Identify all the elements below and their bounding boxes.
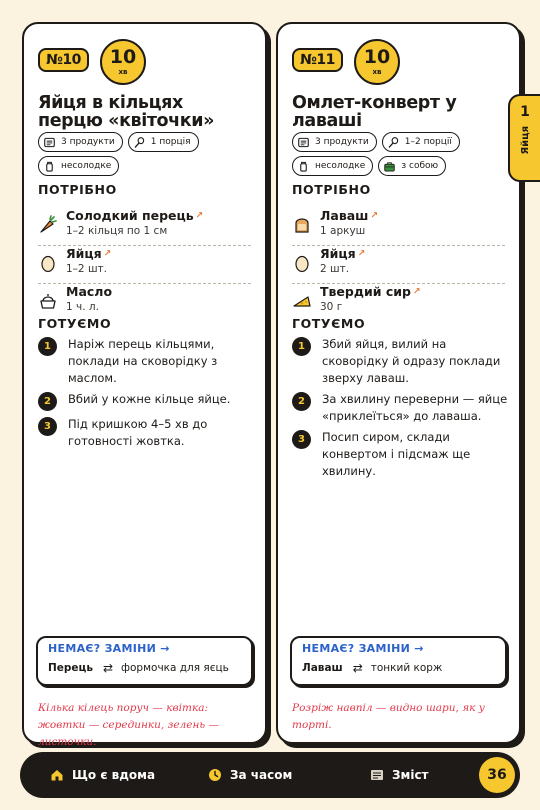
ingredient-name-text: Яйця: [320, 246, 356, 261]
list-icon: [298, 137, 309, 148]
ingredient-name-text: Яйця: [66, 246, 102, 261]
tag-row: [38, 132, 259, 152]
recipe-number-badge: №11: [292, 48, 343, 72]
ingredient-name[interactable]: [66, 208, 203, 223]
tag-label: 1–2 порції: [404, 137, 452, 147]
lunchbox-icon: [384, 161, 395, 172]
page-number: 36: [479, 757, 515, 793]
ingredient-name[interactable]: [320, 208, 378, 223]
recipe-title-line: Омлет-конверт у: [292, 93, 457, 113]
ingredient-row[interactable]: [292, 208, 505, 246]
substitution-box[interactable]: [290, 636, 507, 686]
egg-icon: [38, 253, 58, 273]
bottom-nav: [20, 752, 520, 798]
recipe-title: [292, 94, 511, 130]
ingredient-amount: 2 шт.: [320, 263, 350, 275]
tag-savory: [38, 156, 119, 176]
spoon-icon: [134, 137, 145, 148]
ingredient-name[interactable]: [66, 246, 111, 261]
recipe-title-line: перцю «квіточки»: [38, 111, 215, 131]
tag-label: 1 порція: [150, 137, 191, 147]
section-title-need: ПОТРІБНО: [38, 182, 117, 197]
ingredient-name[interactable]: [320, 246, 365, 261]
step-text: Наріж перець кільцями, поклади на сковорідку з маслом.: [68, 337, 218, 385]
time-value: 10: [109, 46, 137, 68]
recipe-title-line: Яйця в кільцях: [38, 93, 183, 113]
ingredient-row[interactable]: [292, 246, 505, 284]
clock-icon: [208, 768, 222, 782]
handwritten-note: Кілька кілець поруч — квітка: жовтки — серединки, зелень — листочки.: [38, 702, 219, 748]
ingredient-name: Масло: [66, 284, 113, 299]
spoon-icon: [388, 137, 399, 148]
step-item: [292, 336, 509, 387]
ingredient-amount: 1–2 кільця по 1 см: [66, 225, 168, 237]
carrot-icon: [38, 215, 58, 235]
nav-contents-label: Зміст: [392, 768, 429, 782]
step-item: [292, 391, 509, 425]
step-number: 1: [38, 337, 57, 356]
tag-label: несолодке: [315, 161, 366, 171]
egg-icon: [292, 253, 312, 273]
nav-home-label: Що є вдома: [72, 768, 156, 782]
substitution-to: формочка для яєць: [121, 662, 229, 674]
link-arrow-icon: ↗: [103, 249, 112, 259]
step-text: За хвилину переверни — яйце «приклеїться» до лаваша.: [322, 392, 508, 423]
recipe-card-10: [22, 22, 267, 748]
step-number: 1: [292, 337, 311, 356]
shaker-icon: [298, 161, 309, 172]
tag-row: [292, 156, 513, 176]
tag-row: [292, 132, 513, 152]
recipe-card-11: [276, 22, 521, 744]
step-text: Посип сиром, склади конвертом і підсмаж ще хвилину.: [322, 430, 471, 478]
chapter-tab[interactable]: [508, 94, 540, 182]
link-arrow-icon: ↗: [412, 287, 421, 297]
substitution-box[interactable]: [36, 636, 253, 686]
substitution-title[interactable]: НЕМАЄ? ЗАМІНИ →: [48, 642, 170, 655]
substitution-to: тонкий корж: [370, 662, 443, 674]
tag-label: 3 продукти: [61, 137, 115, 147]
ingredient-name-text: Твердий сир: [320, 284, 411, 299]
ingredient-name-text: Лаваш: [320, 208, 369, 223]
nav-by-time[interactable]: [208, 752, 292, 798]
section-title-cook: ГОТУЄМО: [292, 316, 366, 331]
section-title-cook: ГОТУЄМО: [38, 316, 112, 331]
list-icon: [44, 137, 55, 148]
link-arrow-icon: ↗: [357, 249, 366, 259]
step-item: [292, 429, 509, 480]
step-text: Вбий у кожне кільце яйце.: [68, 392, 231, 406]
time-badge: [354, 39, 400, 85]
handwritten-note: Розріж навпіл — видно шари, як у торті.: [292, 702, 485, 731]
time-unit: хв: [118, 68, 128, 76]
substitution-from: Перець: [48, 662, 93, 674]
recipe-title: [38, 94, 257, 130]
link-arrow-icon: ↗: [370, 211, 378, 221]
ingredient-row[interactable]: [38, 208, 251, 246]
ingredient-amount: 1 ч. л.: [66, 301, 99, 313]
ingredient-name-text: Солодкий перець: [66, 208, 194, 223]
ingredient-amount: 1 аркуш: [320, 225, 366, 237]
nav-home[interactable]: [50, 752, 155, 798]
tag-savory: [292, 156, 373, 176]
tag-portions: [382, 132, 460, 152]
substitution-row: [48, 661, 241, 675]
shaker-icon: [44, 161, 55, 172]
chapter-number: 1: [520, 104, 530, 120]
step-number: 3: [292, 430, 311, 449]
tag-products: [38, 132, 123, 152]
step-text: Збий яйця, вилий на сковорідку й одразу поклади зверху лаваш.: [322, 337, 501, 385]
ingredient-name[interactable]: [320, 284, 421, 299]
butter-icon: [38, 291, 58, 311]
step-text: Під кришкою 4–5 хв до готовності жовтка.: [68, 417, 208, 448]
step-number: 2: [292, 392, 311, 411]
cheese-icon: [292, 291, 312, 311]
nav-by-time-label: За часом: [230, 768, 293, 782]
swap-icon: ⇄: [352, 661, 363, 675]
link-arrow-icon: ↗: [195, 211, 204, 221]
tag-label: з собою: [401, 161, 439, 171]
time-unit: хв: [372, 68, 382, 76]
tag-label: 3 продукти: [315, 137, 369, 147]
tag-label: несолодке: [61, 161, 112, 171]
tag-row: [38, 156, 259, 176]
tag-products: [292, 132, 377, 152]
chapter-label: Яйця: [519, 126, 531, 155]
substitution-from: Лаваш: [302, 662, 343, 674]
time-value: 10: [363, 46, 391, 68]
nav-contents[interactable]: [370, 752, 429, 798]
step-item: [38, 336, 255, 387]
recipe-number-badge: №10: [38, 48, 89, 72]
home-icon: [50, 768, 64, 782]
substitution-title[interactable]: НЕМАЄ? ЗАМІНИ →: [302, 642, 424, 655]
bread-icon: [292, 215, 312, 235]
time-badge: [100, 39, 146, 85]
tag-takeaway: [378, 156, 446, 176]
contents-icon: [370, 768, 384, 782]
substitution-row: [302, 661, 495, 675]
step-number: 2: [38, 392, 57, 411]
section-title-need: ПОТРІБНО: [292, 182, 371, 197]
ingredient-row[interactable]: [38, 246, 251, 284]
swap-icon: ⇄: [102, 661, 114, 675]
tag-portions: [128, 132, 199, 152]
step-item: [38, 391, 255, 408]
recipe-title-line: лаваші: [292, 111, 362, 131]
ingredient-amount: 30 г: [320, 301, 343, 313]
step-number: 3: [38, 417, 57, 436]
step-item: [38, 416, 255, 450]
ingredient-amount: 1–2 шт.: [66, 263, 108, 275]
